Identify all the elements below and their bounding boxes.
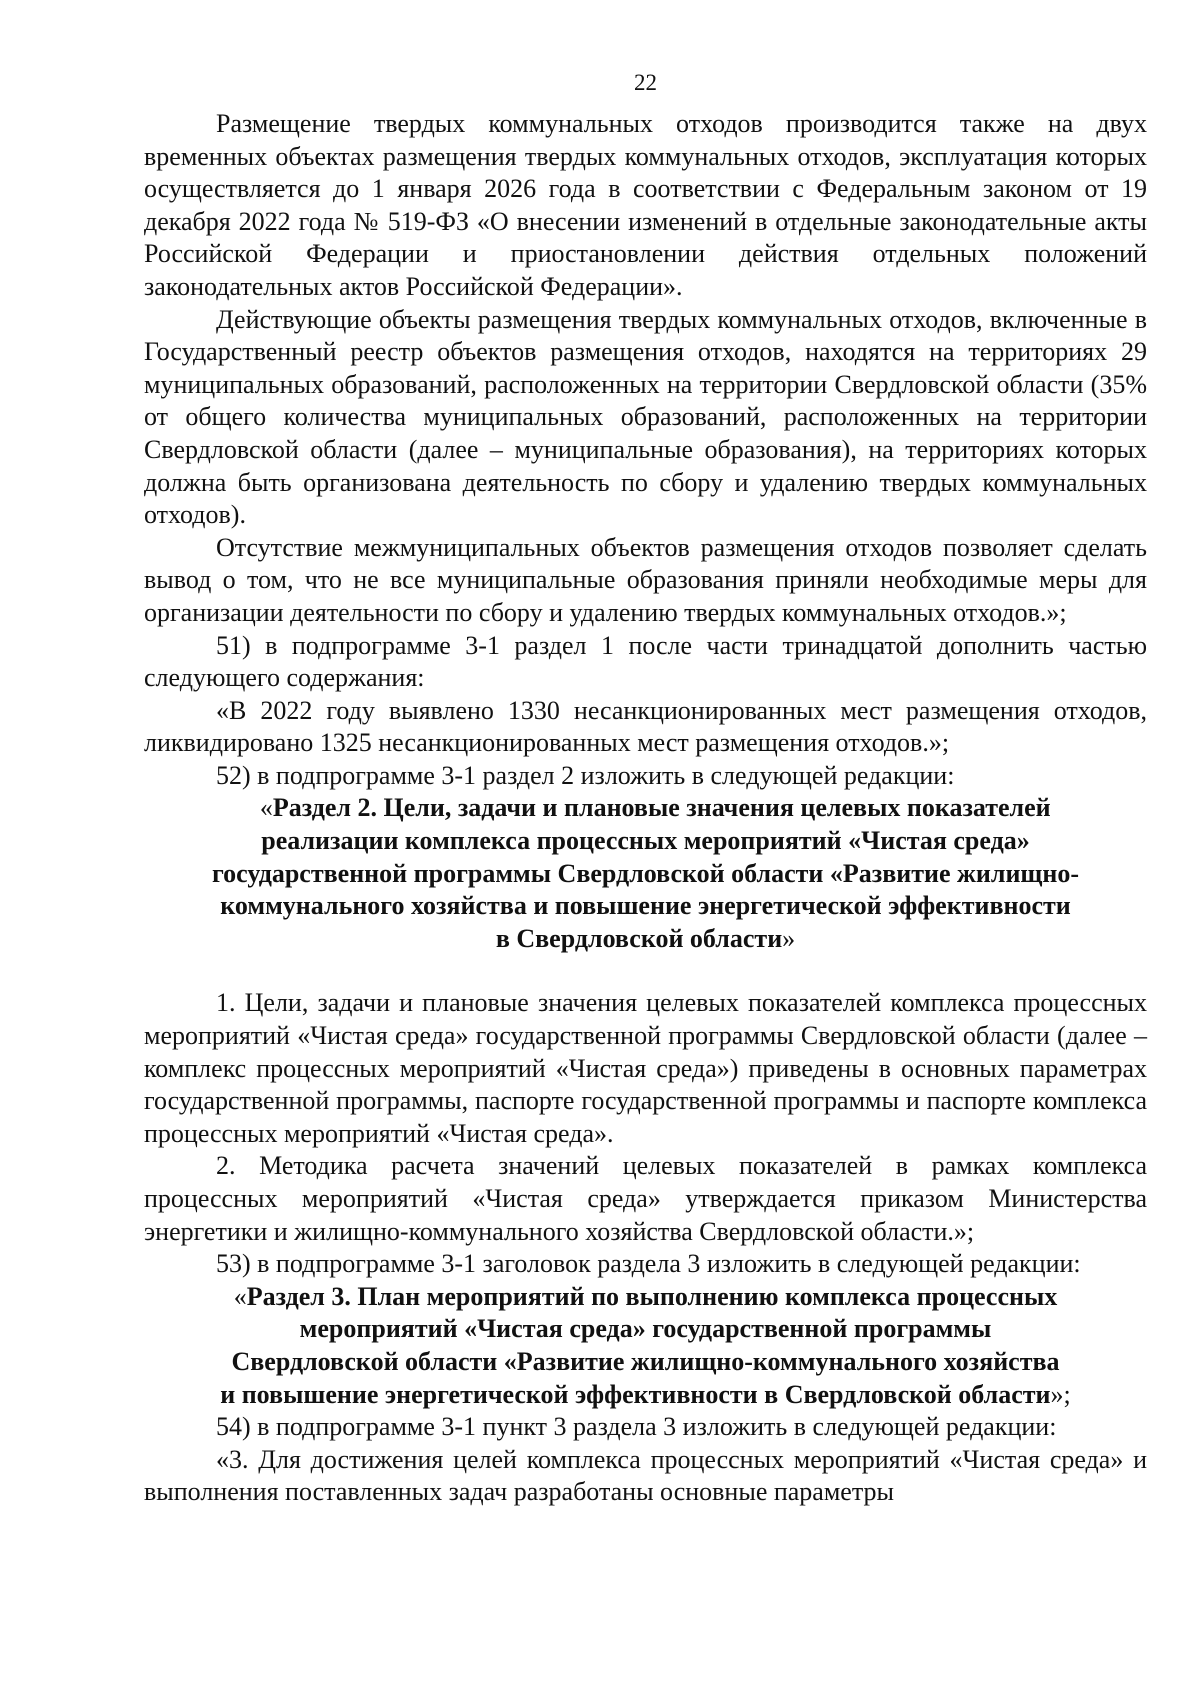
page-number: 22: [634, 70, 657, 95]
blank-line: [144, 955, 1147, 987]
heading-line: [144, 825, 1147, 858]
heading-line: [144, 1346, 1147, 1379]
paragraph-point-1: 1. Цели, задачи и плановые значения целевых показателей комплекса процессных мероприятий «Чистая среда» государственной программы Свердловской области (далее – комплекс процессных мероприятий «Чистая среда») приведены в основных параметрах государственной программы, паспорте государственной программы и паспорте комплекса процессных мероприятий «Чистая среда».: [144, 988, 1147, 1148]
heading-line: [144, 923, 1147, 956]
paragraph-item-52: 52) в подпрограмме 3-1 раздел 2 изложить в следующей редакции:: [216, 760, 955, 790]
paragraph-point-3: «3. Для достижения целей комплекса процессных мероприятий «Чистая среда» и выполнения поставленных задач разработаны основные параметры: [144, 1444, 1147, 1507]
paragraph-intermunicipal-facilities: Отсутствие межмуниципальных объектов размещения отходов позволяет сделать вывод о том, что не все муниципальные образования приняли необходимые меры для организации деятельности по сбору и удалению твердых коммунальных отходов.»;: [144, 532, 1147, 627]
paragraph-quote-2022: «В 2022 году выявлено 1330 несанкционированных мест размещения отходов, ликвидировано 1325 несанкционированных мест размещения отходов.»;: [144, 695, 1147, 758]
heading-open-quote: «: [259, 793, 273, 823]
heading-text: Раздел 2. Цели, задачи и плановые значения целевых показателей: [272, 793, 1051, 823]
paragraph-existing-facilities: Действующие объекты размещения твердых коммунальных отходов, включенные в Государственный реестр объектов размещения отходов, находятся на территориях 29 муниципальных образований, расположенных на территории Свердловской области (35% от общего количества муниципальных образований, расположенных на территории Свердловской области (далее – муниципальные образования), на территориях которых должна быть организована деятельность по сбору и удалению твердых коммунальных отходов).: [144, 304, 1147, 530]
paragraph-item-54: 54) в подпрограмме 3-1 пункт 3 раздела 3 изложить в следующей редакции:: [216, 1412, 1057, 1442]
section-2-heading: [144, 792, 1147, 955]
heading-text: в Свердловской области: [495, 923, 783, 953]
heading-text: мероприятий «Чистая среда» государственной программы: [299, 1314, 992, 1344]
heading-text: реализации комплекса процессных мероприятий «Чистая среда»: [261, 826, 1030, 856]
document-page: [144, 68, 1147, 1509]
heading-close-quote: »: [782, 923, 796, 953]
heading-text: коммунального хозяйства и повышение энергетической эффективности: [220, 891, 1071, 921]
heading-open-quote: «: [233, 1281, 247, 1311]
heading-line: [144, 792, 1147, 825]
paragraph-temporary-facilities: Размещение твердых коммунальных отходов производится также на двух временных объектах размещения твердых коммунальных отходов, эксплуатация которых осуществляется до 1 января 2026 года в соответствии с Федеральным законом от 19 декабря 2022 года № 519-ФЗ «О внесении изменений в отдельные законодательные акты Российской Федерации и приостановлении действия отдельных положений законодательных актов Российской Федерации».: [144, 109, 1147, 301]
paragraph-item-53: 53) в подпрограмме 3-1 заголовок раздела 3 изложить в следующей редакции:: [216, 1249, 1081, 1279]
heading-line: [144, 1313, 1147, 1346]
heading-close-quote: »;: [1050, 1379, 1071, 1409]
section-3-heading: [144, 1281, 1147, 1411]
heading-line: [144, 1379, 1147, 1412]
heading-text: Свердловской области «Развитие жилищно-коммунального хозяйства: [231, 1346, 1060, 1376]
heading-line: [144, 1281, 1147, 1314]
paragraph-item-51: 51) в подпрограмме 3-1 раздел 1 после части тринадцатой дополнить частью следующего содержания:: [144, 630, 1147, 693]
heading-text: Раздел 3. План мероприятий по выполнению комплекса процессных: [246, 1281, 1058, 1311]
heading-line: [144, 890, 1147, 923]
heading-text: государственной программы Свердловской области «Развитие жилищно-: [211, 858, 1080, 888]
heading-line: [144, 858, 1147, 891]
paragraph-point-2: 2. Методика расчета значений целевых показателей в рамках комплекса процессных мероприятий «Чистая среда» утверждается приказом Министерства энергетики и жилищно-коммунального хозяйства Свердловской области.»;: [144, 1151, 1147, 1246]
heading-text: и повышение энергетической эффективности в Свердловской области: [220, 1379, 1051, 1409]
